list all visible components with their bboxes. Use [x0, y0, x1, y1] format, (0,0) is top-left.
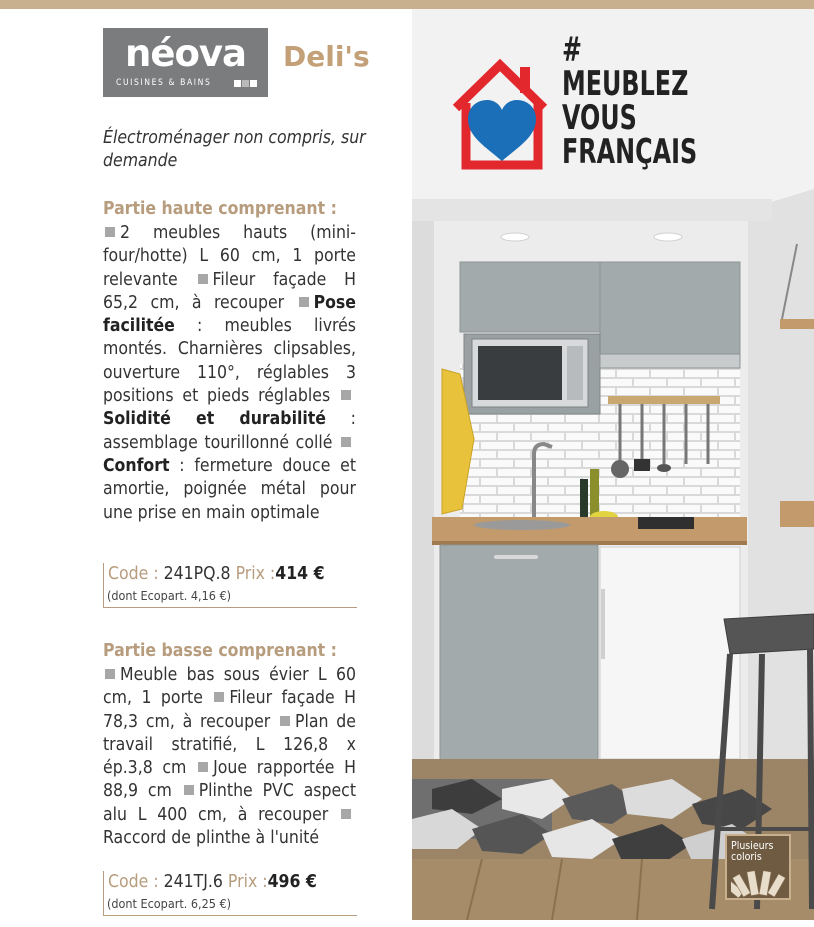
badge-line-1: Plusieurs [731, 840, 774, 852]
upper-item-4: : assemblage tourillonné collé [103, 409, 356, 453]
logo-brand: néova [125, 32, 246, 75]
product-code: 241TJ.6 [163, 872, 223, 892]
bullet-square-icon [341, 390, 351, 400]
upper-title: Partie haute comprenant : [103, 199, 337, 219]
bullet-square-icon [105, 227, 115, 237]
colors-badge [725, 834, 791, 900]
code-label: Code : [108, 564, 164, 584]
logo-square-icon [234, 80, 241, 87]
bullet-square-icon [198, 762, 208, 772]
upper-description [103, 222, 356, 525]
upper-item-5: : fermeture douce et amortie, poignée métal pour une prise en main optimale [103, 455, 356, 523]
house-heart-icon [446, 53, 554, 173]
top-accent-bar [0, 0, 814, 9]
kitchen-photo [412, 9, 814, 920]
lower-item-3: Plan de travail stratifié, L 126,8 x ép.3,8 cm [103, 711, 356, 779]
bullet-square-icon [198, 274, 208, 284]
upper-item-1: 2 meubles hauts (mini-four/hotte) L 60 cm, 1 porte relevante [103, 223, 356, 290]
lower-item-6: Raccord de plinthe à l'unité [103, 828, 320, 849]
ecopart-note: (dont Ecopart. 6,25 €) [107, 896, 232, 911]
product-code: 241PQ.8 [163, 564, 231, 584]
logo-square-icon [242, 80, 249, 87]
color-fan-icon [731, 865, 787, 899]
product-name: Deli's [283, 40, 370, 73]
slogan-line-1: MEUBLEZ [562, 64, 689, 104]
bullet-square-icon [341, 809, 351, 819]
slogan-hash: # [562, 30, 582, 70]
lower-description [103, 664, 356, 850]
lower-price-box [103, 871, 357, 916]
code-label: Code : [108, 872, 164, 892]
logo-square-icon [250, 80, 257, 87]
slogan-line-2: VOUS [562, 98, 637, 138]
lower-item-2: Fileur façade H 78,3 cm, à recouper [103, 688, 356, 732]
lower-title: Partie basse comprenant : [103, 641, 337, 661]
campaign-slogan [562, 30, 698, 172]
upper-price-box [103, 563, 357, 608]
slogan-line-3: FRANÇAIS [562, 132, 698, 172]
bullet-square-icon [280, 716, 290, 726]
upper-bold-1: Pose facilitée [103, 292, 356, 337]
lower-item-5: Plinthe PVC aspect alu L 400 cm, à recouper [103, 781, 357, 825]
price-label: Prix : [222, 872, 268, 892]
lower-item-1: Meuble bas sous évier L 60 cm, 1 porte [103, 665, 356, 709]
upper-bold-2: Solidité et durabilité [103, 409, 326, 430]
bullet-square-icon [299, 297, 309, 307]
badge-line-2: coloris [731, 851, 762, 863]
intro-note: Électroménager non compris, sur demande [103, 128, 366, 171]
upper-bold-3: Confort [103, 455, 170, 476]
ecopart-note: (dont Ecopart. 4,16 €) [107, 588, 232, 603]
price-value: 496 € [267, 872, 317, 892]
price-label: Prix : [230, 564, 276, 584]
logo-tagline: CUISINES & BAINS [116, 78, 212, 88]
bullet-square-icon [184, 785, 194, 795]
upper-item-3: : meubles livrés montés. Charnières clipsables, ouverture 110°, réglables 3 positions et pieds réglables [103, 316, 356, 407]
upper-item-2: Fileur façade H 65,2 cm, à recouper [103, 269, 356, 313]
bullet-square-icon [341, 437, 351, 447]
lower-item-4: Joue rapportée H 88,9 cm [103, 758, 357, 802]
price-value: 414 € [275, 564, 325, 584]
neova-logo [103, 28, 268, 97]
bullet-square-icon [214, 692, 224, 702]
bullet-square-icon [105, 669, 115, 679]
